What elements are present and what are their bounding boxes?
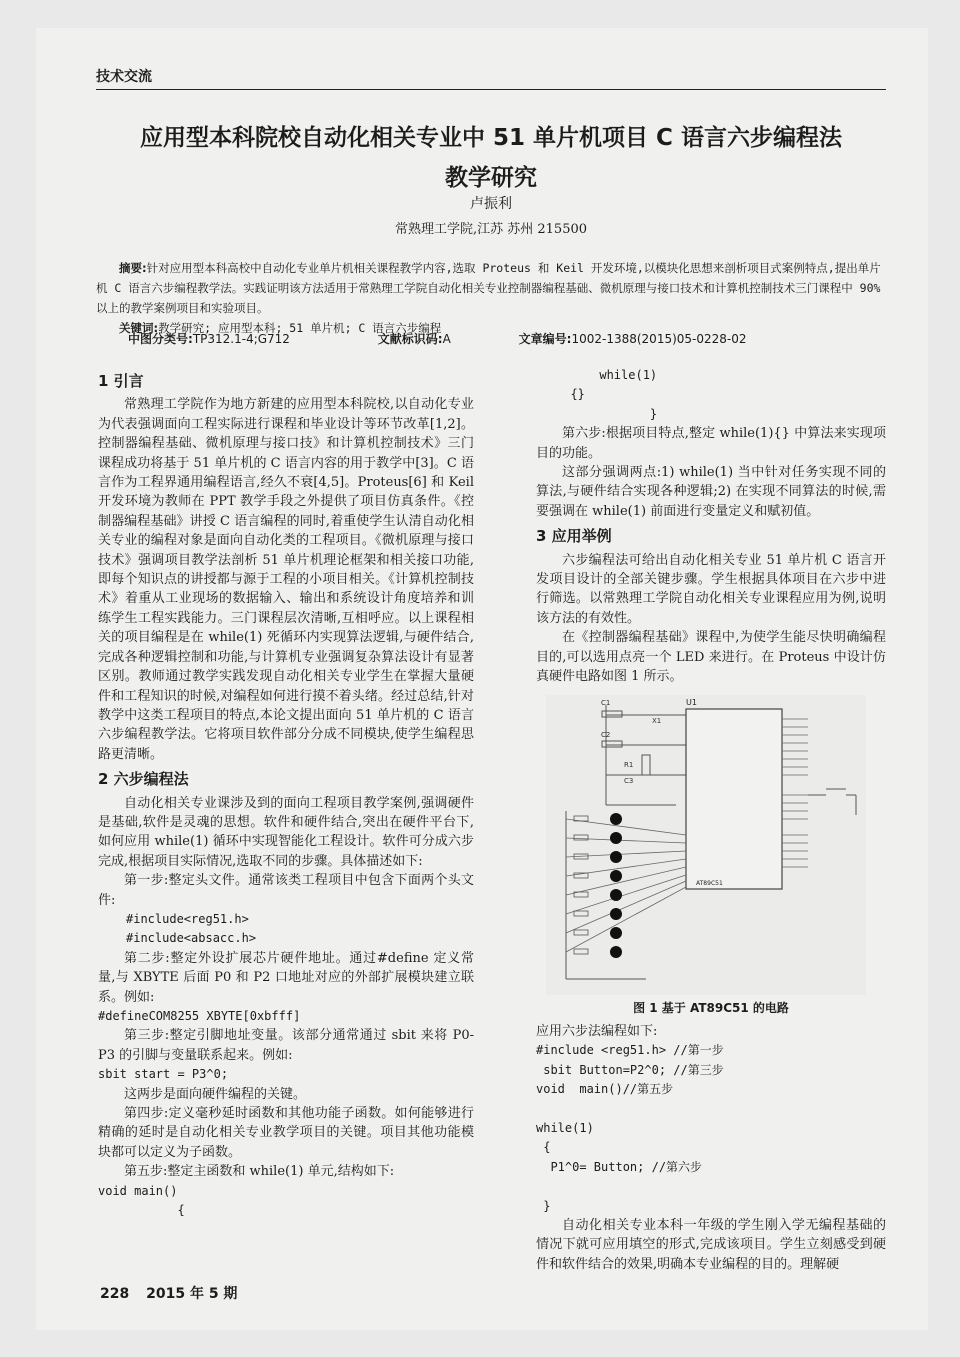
circuit-diagram <box>546 695 866 995</box>
keywords-label: 关键词: <box>119 321 159 335</box>
doc-label: 文献标识码: <box>377 332 443 346</box>
step-6: 第六步:根据项目特点,整定 while(1){} 中算法来实现项目的功能。 <box>536 426 886 461</box>
title-line-1: 应用型本科院校自动化相关专业中 51 单片机项目 C 语言六步编程法 <box>140 125 842 151</box>
abstract-block <box>96 258 886 338</box>
code-step-2: #defineCOM8255 XBYTE[0xbfff] <box>98 1009 301 1023</box>
affiliation: 常熟理工学院,江苏 苏州 215500 <box>394 222 588 237</box>
code-intro: 应用六步法编程如下: <box>536 1023 658 1039</box>
step-5: 第五步:整定主函数和 while(1) 单元,结构如下: <box>124 1164 395 1180</box>
id-value: 1002-1388(2015)05-0228-02 <box>571 332 747 346</box>
article-id <box>519 332 771 346</box>
left-column <box>98 366 474 1220</box>
clc-value: TP312.1-4;G712 <box>192 332 290 346</box>
clc-label: 中图分类号: <box>128 332 193 346</box>
issue: 2015 年 5 期 <box>146 1286 238 1302</box>
six-step-intro: 自动化相关专业课涉及到的面向工程项目教学案例,强调硬件是基础,软件是灵魂的思想。软件和硬件结合,突出在硬件平台下,如何应用 while(1) 循环中实现智能化工程设计。软件可分成六步完成,根据项目实际情况,选取不同的步骤。具体描述如下: <box>98 795 474 869</box>
code-step-1: #include<reg51.h> #include<absacc.h> <box>126 911 257 946</box>
article-meta <box>128 330 795 347</box>
code-example: #include <reg51.h> //第一步 sbit Button=P2^0; //第三步 void main()//第五步 while(1) { P1^0= Button; //第六步 } <box>536 1043 724 1213</box>
mcu-chip <box>686 709 782 889</box>
chip-label: U1 <box>686 697 697 707</box>
title-line-2: 教学研究 <box>445 165 537 191</box>
page-number: 228 <box>100 1286 130 1302</box>
conclusion-paragraph: 自动化相关专业本科一年级的学生刚入学无编程基础的情况下就可应用填空的形式,完成该项目。学生立刻感受到硬件和软件结合的效果,明确本专业编程的目的。理解硬 <box>536 1217 886 1272</box>
heading-intro: 1 引言 <box>98 372 144 390</box>
id-label: 文章编号: <box>518 332 572 346</box>
step-3: 第三步:整定引脚地址变量。该部分通常通过 sbit 来将 P0-P3 的引脚与变量联系起来。例如: <box>98 1028 474 1063</box>
label-r1: R1 <box>624 760 634 769</box>
label-c1: C1 <box>601 698 611 707</box>
abstract-label: 摘要: <box>119 261 147 275</box>
heading-example: 3 应用举例 <box>536 527 612 546</box>
abstract-body: 针对应用型本科高校中自动化专业单片机相关课程教学内容,选取 Proteus 和 Keil 开发环境,以模块化思想来剖析项目式案例特点,提出单片机 C 语言六步编程教学法。实践证明该方法适用于常熟理工学院自动化相关专业控制器编程基础、微机原理与接口技术和计算机控制技术三门课程中 90%以上的教学案例项目和实验项目。 <box>96 261 881 315</box>
figure-caption: 图 1 基于 AT89C51 的电路 <box>633 1000 789 1015</box>
label-c3: C3 <box>624 776 634 785</box>
step-2: 第二步:整定外设扩展芯片硬件地址。通过#define 定义常量,与 XBYTE 后面 P0 和 P2 口地址对应的外部扩展模块建立联系。例如: <box>98 950 474 1005</box>
intro-paragraph: 常熟理工学院作为地方新建的应用型本科院校,以自动化专业为代表强调面向工程实际进行课程和毕业设计等环节改革[1,2]。控制器编程基础、微机原理与接口技》和计算机控制技术》三门课程成功将基于 51 单片机的 C 语言内容的用于教学中[3]。C 语言作为工程界通用编程语言,经久不衰[4,5]。Proteus[6] 和 Keil 开发环境为教师在 PPT 教学手段之外提供了项目仿真条件。《控制器编程基础》讲授 C 语言编程的同时,着重使学生认清自动化相关专业的编程对象是面向自动化类的工程项目。《微机原理与接口技术》强调项目教学法剖析 51 单片机理论框架和相关接口功能,即每个知识点的讲授都与源于工程的小项目相关。《计算机控制技术》着重从工业现场的数据输入、输出和系统设计角度培养和训练学生工程实践能力。三门课程层次清晰,互相呼应。以上课程相关的项目编程是在 while(1) 死循环内实现算法逻辑,与硬件结合,完成各种逻辑控制和功能,与计算机专业强调复杂算法设计有显著区别。教师通过教学实践发现自动化相关专业学生在掌握大量硬件和工程知识的时候,对编程如何进行摸不着头绪。经过总结,针对教学中这类工程项目的特点,本论文提出面向 51 单片机的 C 语言六步编程教学法。它将项目软件部分分成不同模块,使学生编程思路更清晰。 <box>98 397 474 762</box>
header-rule <box>96 89 886 90</box>
right-column <box>536 366 886 1274</box>
doc-code <box>378 332 475 346</box>
label-c2: C2 <box>601 730 611 739</box>
abstract-text <box>96 258 886 318</box>
article-title <box>96 118 886 198</box>
code-while-loop: while(1) {} } <box>570 368 658 421</box>
keywords-body: 教学研究; 应用型本科; 51 单片机; C 语言六步编程 <box>158 321 442 335</box>
section-tag: 技术交流 <box>96 69 152 85</box>
code-step-3: sbit start = P3^0; <box>98 1067 229 1082</box>
step-4: 第四步:定义毫秒延时函数和其他功能子函数。如何能够进行精确的延时是自动化相关专业教学项目的关键。项目其他功能模块都可以定义为子函数。 <box>98 1106 474 1160</box>
clc <box>128 332 314 346</box>
author-name: 卢振利 <box>470 196 512 212</box>
step-3-note: 这两步是面向硬件编程的关键。 <box>124 1086 307 1102</box>
code-step-5: void main() { <box>98 1183 185 1218</box>
example-led: 在《控制器编程基础》课程中,为使学生能尽快明确编程目的,可以选用点亮一个 LED 来进行。在 Proteus 中设计仿真硬件电路如图 1 所示。 <box>536 630 886 685</box>
label-x1: X1 <box>652 716 662 725</box>
doc-value: A <box>442 332 451 346</box>
step-1: 第一步:整定头文件。通常该类工程项目中包含下面两个头文件: <box>98 873 474 908</box>
chip-part: AT89C51 <box>696 879 723 887</box>
example-intro: 六步编程法可给出自动化相关专业 51 单片机 C 语言开发项目设计的全部关键步骤。学生根据具体项目在六步中进行筛选。以常熟理工学院自动化相关专业课程应用为例,说明该方法的有效性。 <box>536 552 886 626</box>
page-footer <box>100 1283 237 1303</box>
step-6-notes: 这部分强调两点:1) while(1) 当中针对任务实现不同的算法,与硬件结合实现各种逻辑;2) 在实现不同算法的时候,需要强调在 while(1) 前面进行变量定义和赋初值。 <box>536 465 886 519</box>
heading-six-step: 2 六步编程法 <box>98 770 189 789</box>
